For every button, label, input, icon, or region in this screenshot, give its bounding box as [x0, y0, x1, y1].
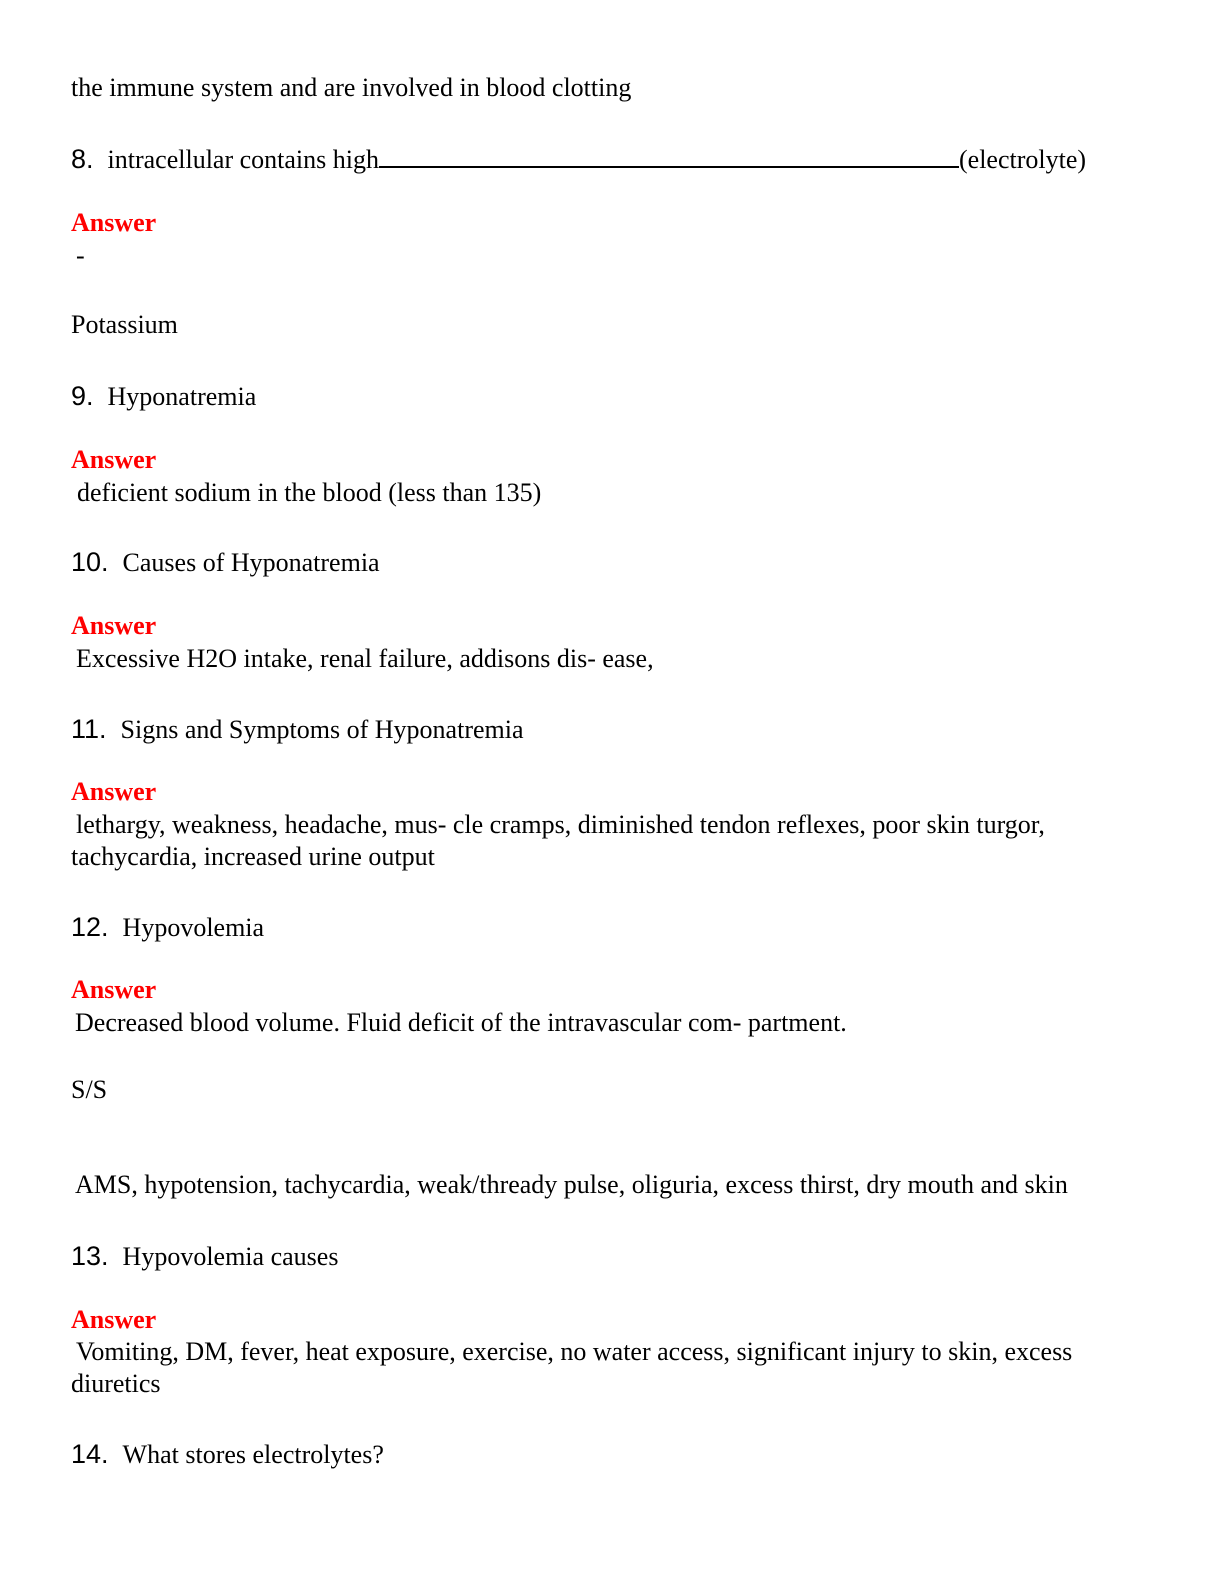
answer-text: diuretics [71, 1369, 161, 1398]
answer-text: Decreased blood volume. Fluid deficit of the intravascular com- partment. [75, 1008, 847, 1037]
answer-text: Potassium [71, 310, 178, 339]
question-number: 14. [71, 1439, 109, 1469]
question-number: 11. [71, 714, 107, 744]
question-suffix: (electrolyte) [959, 145, 1087, 174]
question-number: 8. [71, 144, 94, 174]
question-12 [71, 911, 264, 944]
answer-label: Answer [71, 975, 157, 1004]
question-13 [71, 1240, 338, 1273]
question-8 [71, 143, 1086, 176]
ss-label: S/S [71, 1075, 108, 1104]
question-text: Signs and Symptoms of Hyponatremia [120, 715, 524, 744]
answer-text: tachycardia, increased urine output [71, 842, 435, 871]
question-text: intracellular contains high [107, 145, 379, 174]
answer-label: Answer [71, 611, 157, 640]
continuation-text: the immune system and are involved in blood clotting [71, 73, 632, 102]
answer-label: Answer [71, 445, 157, 474]
question-number: 9. [71, 381, 94, 411]
answer-text: deficient sodium in the blood (less than 135) [77, 478, 542, 507]
question-10 [71, 546, 380, 579]
answer-text: Vomiting, DM, fever, heat exposure, exercise, no water access, significant injury to skin, excess [76, 1337, 1073, 1366]
question-number: 13. [71, 1241, 109, 1271]
question-text: Hyponatremia [107, 382, 257, 411]
answer-text: lethargy, weakness, headache, mus- cle cramps, diminished tendon reflexes, poor skin turgor, [76, 810, 1045, 839]
question-number: 10. [71, 547, 109, 577]
answer-label: Answer [71, 777, 157, 806]
answer-label: Answer [71, 1305, 157, 1334]
question-11 [71, 713, 524, 746]
question-text: What stores electrolytes? [122, 1440, 384, 1469]
question-text: Causes of Hyponatremia [122, 548, 380, 577]
question-number: 12. [71, 912, 109, 942]
question-14 [71, 1438, 384, 1471]
ss-text: AMS, hypotension, tachycardia, weak/thready pulse, oliguria, excess thirst, dry mouth and skin [75, 1170, 1068, 1199]
question-text: Hypovolemia [122, 913, 265, 942]
answer-text: Excessive H2O intake, renal failure, addisons dis- ease, [76, 644, 654, 673]
fill-blank-line [379, 144, 959, 168]
question-text: Hypovolemia causes [122, 1242, 339, 1271]
question-9 [71, 380, 256, 413]
answer-label: Answer [71, 208, 157, 237]
answer-text: - [76, 241, 85, 270]
